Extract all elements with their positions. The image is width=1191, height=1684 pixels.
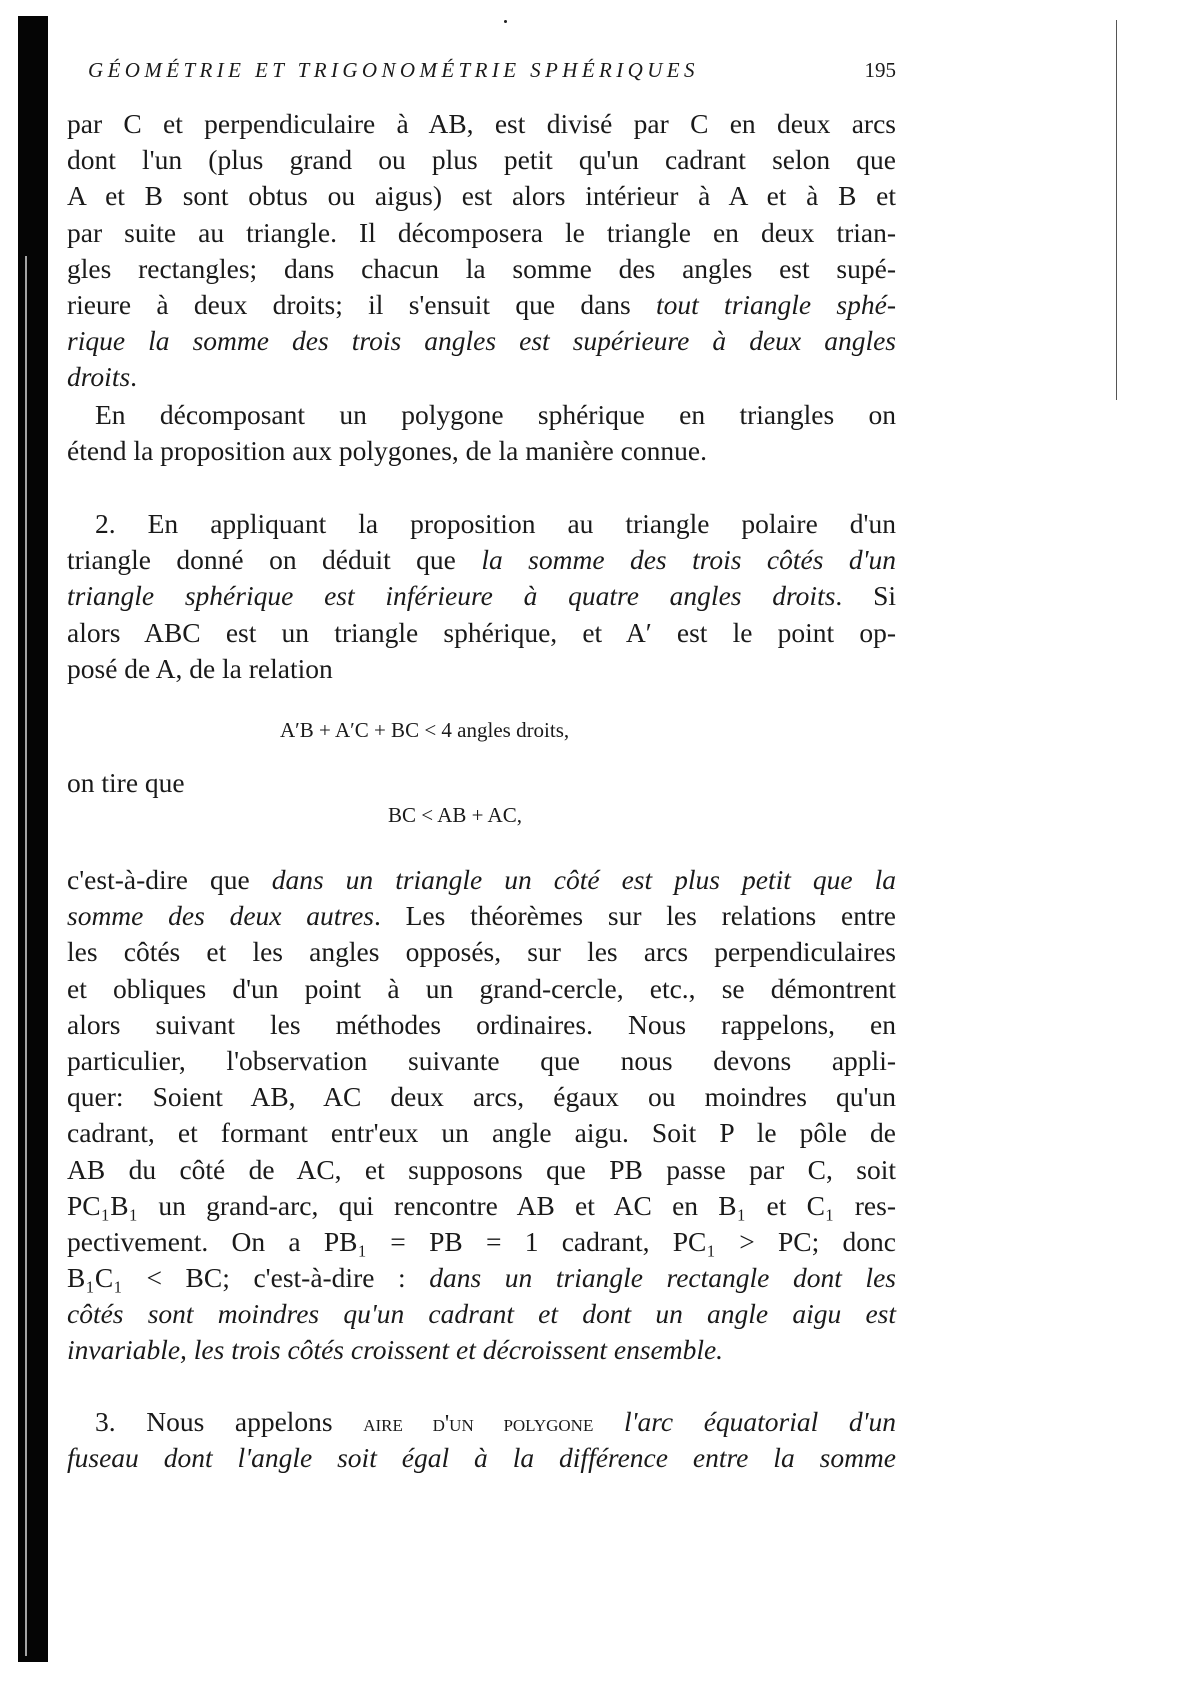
text-line [67, 615, 896, 651]
italic-text: côtés sont moindres qu'un cadrant et dont un angle aigu est [67, 1298, 896, 1330]
running-title: GÉOMÉTRIE ET TRIGONOMÉTRIE SPHÉRIQUES [88, 58, 699, 82]
text-run [593, 1406, 624, 1437]
text-run: alors suivant les méthodes ordinaires. Nous rappelons, en [67, 1008, 896, 1040]
text-run: cadrant, et formant entr'eux un angle aigu. Soit P le pôle de [67, 1117, 896, 1149]
text-line [67, 1404, 896, 1440]
text-line [67, 1332, 896, 1368]
text-line [67, 1007, 896, 1043]
text-line [67, 1152, 896, 1188]
text-line [67, 651, 896, 687]
text-line [67, 1079, 896, 1115]
paragraph-consequences [67, 862, 896, 1369]
text-run: alors ABC est un triangle sphérique, et A′ est le point op- [67, 616, 896, 648]
text-line [67, 1440, 896, 1476]
text-run: dont l'un (plus grand ou plus petit qu'un cadrant selon que [67, 144, 896, 176]
text-line [67, 323, 896, 359]
italic-text: rique la somme des trois angles est supérieure à deux angles [67, 325, 896, 357]
italic-text: tout triangle sphé- [656, 288, 896, 320]
text-line [67, 506, 896, 542]
text-run: c'est-à-dire que [67, 864, 272, 895]
text-line [67, 433, 896, 469]
scan-speck [504, 20, 507, 23]
text-line [67, 542, 896, 578]
text-run: 3. Nous appelons [95, 1406, 364, 1437]
text-run: triangle donné on déduit que [67, 544, 482, 576]
paragraph-polygons [67, 397, 896, 469]
italic-text: fuseau dont l'angle soit égal à la différence entre la somme [67, 1442, 896, 1474]
italic-text: somme des deux autres [67, 900, 374, 932]
text-line [67, 359, 896, 395]
italic-text: la somme des trois côtés d'un [481, 544, 896, 576]
page-number: 195 [864, 58, 896, 82]
text-line [67, 106, 896, 142]
text-line [67, 934, 896, 970]
italic-text: dans un triangle rectangle dont les [429, 1262, 896, 1294]
on-tire-que: on tire que [67, 767, 185, 798]
text-line [67, 1043, 896, 1079]
text-line [67, 578, 896, 614]
text-run: par C et perpendiculaire à AB, est divisé par C en deux arcs [67, 108, 896, 139]
book-binding-edge [18, 16, 48, 1662]
text-run: . [130, 361, 138, 393]
text-line [67, 971, 896, 1007]
text-line [67, 142, 896, 178]
italic-text: droits [67, 361, 131, 393]
text-line [67, 397, 896, 433]
text-line [67, 215, 896, 251]
text-line [67, 287, 896, 323]
text-line [67, 862, 896, 898]
text-line [67, 898, 896, 934]
italic-text: invariable, les trois côtés croissent et décroissent ensemble. [67, 1334, 724, 1366]
text-run: pectivement. On a PB₁ = PB = 1 cadrant, PC₁ > PC; donc [67, 1225, 896, 1257]
text-run: 2. En appliquant la proposition au triangle polaire d'un [95, 508, 896, 539]
text-line [67, 1260, 896, 1296]
formula-inequality: BC < AB + AC, [388, 803, 522, 827]
text-run: PC₁B₁ un grand-arc, qui rencontre AB et AC en B₁ et C₁ res- [67, 1189, 896, 1221]
text-run: particulier, l'observation suivante que nous devons appli- [67, 1044, 896, 1076]
text-run: . Les théorèmes sur les relations entre [373, 900, 896, 932]
text-line [67, 178, 896, 214]
text-line [67, 1296, 896, 1332]
text-run: posé de A, de la relation [67, 652, 333, 684]
text-run: A et B sont obtus ou aigus) est alors intérieur à A et à B et [67, 180, 896, 212]
text-run: étend la proposition aux polygones, de la manière connue. [67, 435, 707, 467]
page-header [88, 58, 896, 88]
text-run: par suite au triangle. Il décomposera le triangle en deux trian- [67, 216, 896, 248]
paragraph-section-3 [67, 1404, 896, 1476]
paragraph-section-2 [67, 506, 896, 687]
text-run: quer: Soient AB, AC deux arcs, égaux ou moindres qu'un [67, 1081, 896, 1113]
page-edge-line [1116, 20, 1117, 400]
text-run: . Si [835, 580, 897, 612]
text-line [67, 1224, 896, 1260]
text-run: les côtés et les angles opposés, sur les arcs perpendiculaires [67, 936, 896, 968]
text-line [67, 251, 896, 287]
text-run: et obliques d'un point à un grand-cercle, etc., se démontrent [67, 972, 896, 1004]
small-caps-text: aire d'un polygone [363, 1411, 594, 1437]
paragraph-continuation [67, 106, 896, 396]
text-run: gles rectangles; dans chacun la somme des angles est supé- [67, 252, 896, 284]
italic-text: triangle sphérique est inférieure à quatre angles droits [67, 580, 836, 612]
italic-text: l'arc équatorial d'un [623, 1406, 896, 1437]
text-line [67, 1115, 896, 1151]
text-run: En décomposant un polygone sphérique en triangles on [95, 399, 896, 430]
text-run: B₁C₁ < BC; c'est-à-dire : [67, 1262, 430, 1294]
text-run: AB du côté de AC, et supposons que PB passe par C, soit [67, 1153, 896, 1185]
text-line [67, 1188, 896, 1224]
text-run: rieure à deux droits; il s'ensuit que dans [67, 288, 656, 320]
italic-text: dans un triangle un côté est plus petit que la [271, 864, 896, 895]
formula-relation: A′B + A′C + BC < 4 angles droits, [280, 718, 570, 742]
